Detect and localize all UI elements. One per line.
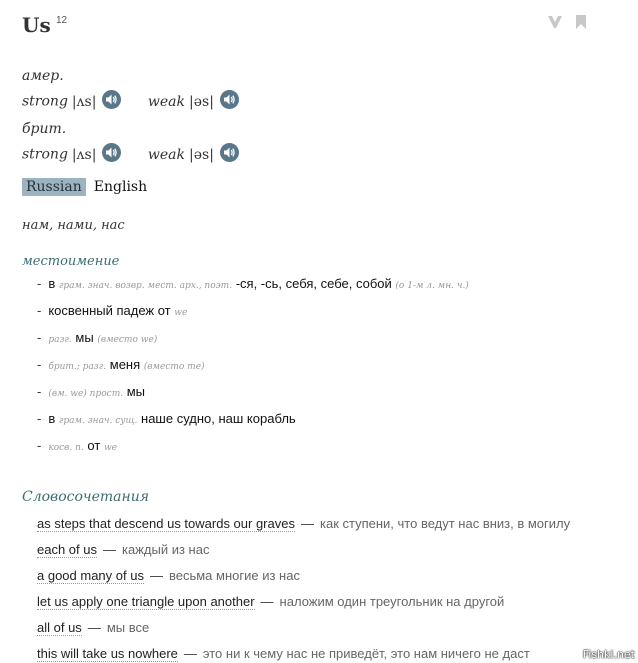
watermark: Fishki.net bbox=[582, 648, 635, 661]
sense-grammar: (вм. we) прост. bbox=[48, 389, 124, 399]
phrase-translation: весьма многие из нас bbox=[168, 568, 300, 583]
sense-prefix: в bbox=[48, 276, 56, 291]
phrase-translation: наложим один треугольник на другой bbox=[279, 594, 505, 609]
sense-item: - брит.; разг. меня (вместо me) bbox=[37, 357, 205, 372]
phrase-english[interactable]: as steps that descend us towards our graves bbox=[37, 516, 295, 531]
sense-grammar: грам. знач. сущ. bbox=[58, 416, 138, 426]
sense-item: - косв. п. от we bbox=[37, 438, 117, 453]
sense-text: мы bbox=[126, 384, 145, 399]
sense-grammar: разг. bbox=[48, 335, 72, 345]
phrase-separator: — bbox=[87, 620, 101, 635]
part-of-speech: местоимение bbox=[22, 254, 120, 269]
strong-ipa: |ʌs| bbox=[71, 93, 97, 110]
pronunciation-row-uk bbox=[22, 145, 239, 164]
phrases-heading: Словосочетания bbox=[22, 489, 150, 505]
phrase-english[interactable]: all of us bbox=[37, 620, 82, 635]
strong-label: strong bbox=[22, 146, 68, 163]
sense-grammar: брит.; разг. bbox=[48, 362, 107, 372]
phrase-item bbox=[37, 568, 300, 583]
phrase-translation: каждый из нас bbox=[122, 542, 210, 557]
strong-label: strong bbox=[22, 93, 68, 110]
phrase-item bbox=[37, 516, 570, 531]
sense-item: - (вм. we) прост. мы bbox=[37, 384, 145, 399]
phrase-english[interactable]: this will take us nowhere bbox=[37, 646, 178, 661]
sense-note: (о 1-м л. мн. ч.) bbox=[395, 281, 469, 291]
speaker-icon[interactable] bbox=[102, 90, 121, 109]
phrase-separator: — bbox=[260, 594, 274, 609]
phrase-item bbox=[37, 542, 209, 557]
tab-russian[interactable]: Russian bbox=[22, 178, 86, 196]
sense-item: - разг. мы (вместо we) bbox=[37, 330, 158, 345]
weak-label: weak bbox=[147, 146, 186, 163]
phrase-separator: — bbox=[183, 646, 197, 661]
phrase-separator: — bbox=[103, 542, 116, 557]
sense-item: - косвенный падеж от we bbox=[37, 303, 188, 318]
translation-summary: нам, нами, нас bbox=[22, 218, 125, 233]
tab-english[interactable]: English bbox=[93, 179, 148, 195]
weak-ipa: |əs| bbox=[189, 146, 214, 163]
weak-ipa: |əs| bbox=[189, 93, 214, 110]
pronunciation-row-us bbox=[22, 92, 239, 111]
phrase-english[interactable]: each of us bbox=[37, 542, 97, 557]
entry-word: Us bbox=[22, 13, 51, 37]
phrase-english[interactable]: let us apply one triangle upon another bbox=[37, 594, 255, 609]
sense-grammar: косв. п. bbox=[48, 443, 84, 453]
sense-text: косвенный падеж от bbox=[48, 303, 171, 318]
sense-item: - в грам. знач. возвр. мест. арх., поэт. -ся, -сь, себя, себе, собой (о 1-м л. мн. ч.) bbox=[37, 276, 469, 291]
bookmark-icon[interactable] bbox=[574, 14, 588, 30]
dialect-label-us: амер. bbox=[22, 68, 64, 84]
sense-text: от bbox=[87, 438, 101, 453]
phrase-item bbox=[37, 620, 149, 635]
phrase-separator: — bbox=[300, 516, 314, 531]
sense-note: (вместо we) bbox=[97, 335, 158, 345]
language-tabs bbox=[22, 179, 147, 195]
phrase-english[interactable]: a good many of us bbox=[37, 568, 144, 583]
sense-text: наше судно, наш корабль bbox=[141, 411, 296, 426]
speaker-icon[interactable] bbox=[220, 90, 239, 109]
sense-text: мы bbox=[75, 330, 94, 345]
sense-text: -ся, -сь, себя, себе, собой bbox=[235, 276, 392, 291]
phrase-item bbox=[37, 646, 530, 661]
toolbar-icons bbox=[547, 14, 588, 33]
phrase-translation: это ни к чему нас не приведёт, это нам ничего не даст bbox=[202, 646, 530, 661]
sense-note[interactable]: we bbox=[174, 308, 188, 318]
entry-superscript: 12 bbox=[56, 15, 68, 26]
sense-item: - в грам. знач. сущ. наше судно, наш корабль bbox=[37, 411, 296, 426]
strong-ipa: |ʌs| bbox=[71, 146, 97, 163]
weak-label: weak bbox=[147, 93, 186, 110]
phrase-separator: — bbox=[149, 568, 163, 583]
phrase-translation: как ступени, что ведут нас вниз, в могилу bbox=[319, 516, 571, 531]
speaker-icon[interactable] bbox=[102, 143, 121, 162]
dialect-label-uk: брит. bbox=[22, 121, 67, 137]
sense-note[interactable]: we bbox=[103, 443, 117, 453]
sense-note: (вместо me) bbox=[143, 362, 205, 372]
sense-text: меня bbox=[109, 357, 141, 372]
phrase-translation: мы все bbox=[106, 620, 150, 635]
phrase-item bbox=[37, 594, 504, 609]
sense-prefix: в bbox=[48, 411, 56, 426]
speaker-icon[interactable] bbox=[220, 143, 239, 162]
sense-grammar: грам. знач. возвр. мест. арх., поэт. bbox=[58, 281, 233, 291]
translate-icon[interactable] bbox=[547, 14, 563, 30]
